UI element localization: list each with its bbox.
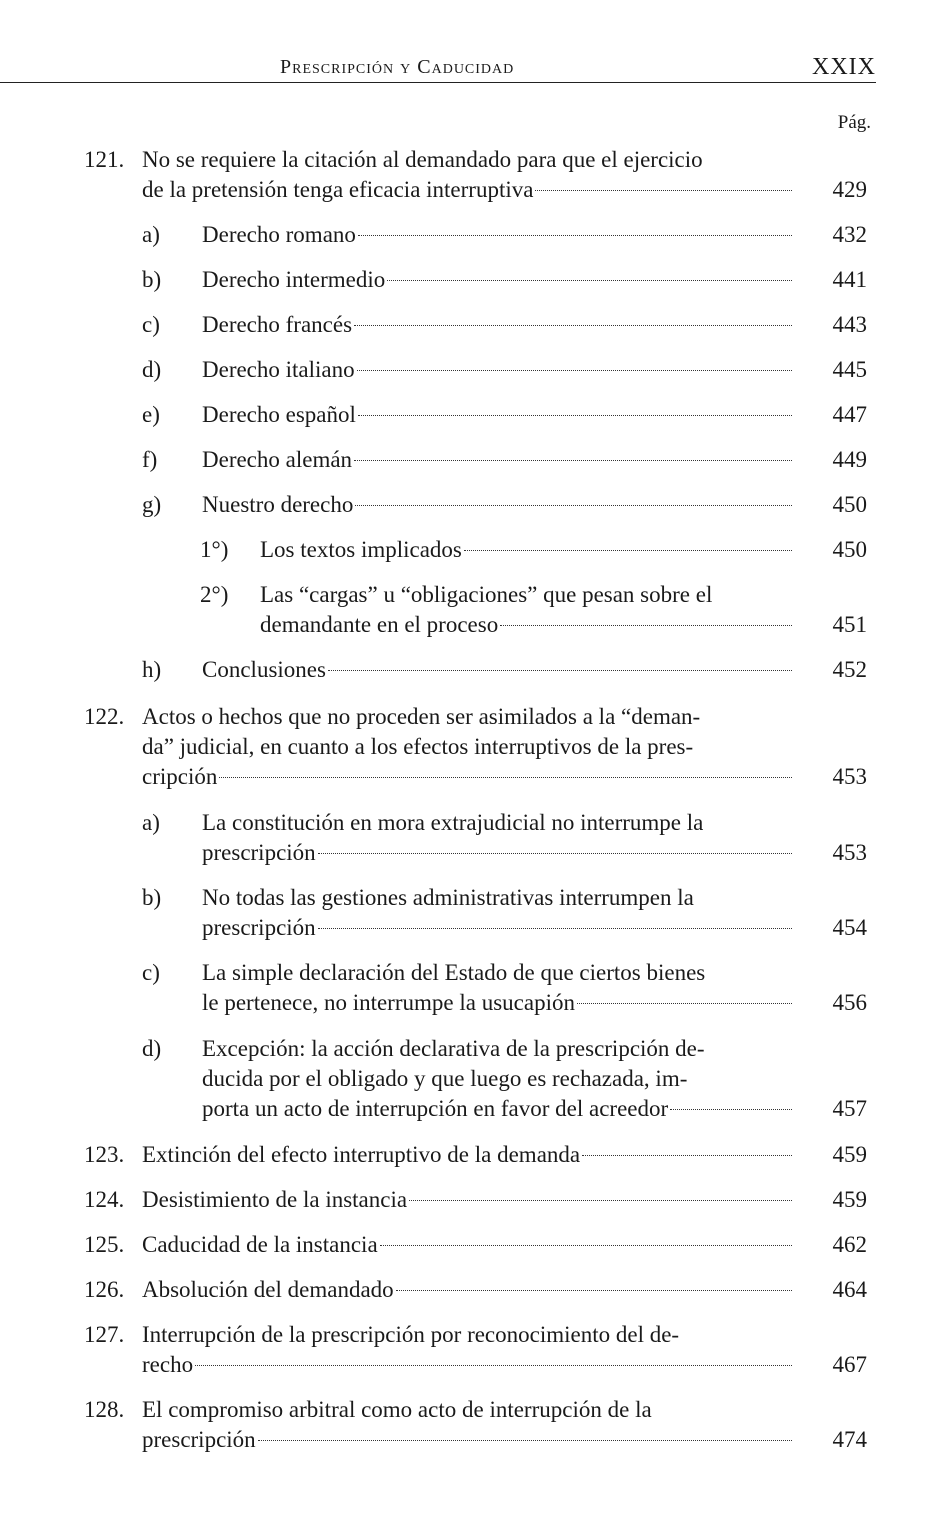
entry-page-number: 449	[832, 447, 867, 472]
dot-leader	[535, 190, 792, 191]
entry-title	[142, 702, 796, 792]
dot-leader	[582, 1155, 792, 1156]
entry-page-number: 453	[832, 764, 867, 789]
entry-title-line: Desistimiento de la instancia	[142, 1187, 408, 1212]
entry-title-line: La constitución en mora extrajudicial no interrumpe la	[202, 810, 704, 835]
entry-number: 125.	[84, 1232, 125, 1257]
entry-title	[202, 265, 796, 295]
entry-title	[202, 355, 796, 385]
entry-title-line: La simple declaración del Estado de que ciertos bienes	[202, 960, 706, 985]
entry-title-line: Derecho francés	[202, 312, 353, 337]
dot-leader	[670, 1109, 792, 1110]
entry-page-number: 432	[832, 222, 867, 247]
entry-title	[260, 535, 796, 565]
entry-page-number: 429	[832, 177, 867, 202]
entry-page-number: 445	[832, 357, 867, 382]
entry-title-line: Caducidad de la instancia	[142, 1232, 378, 1257]
entry-number: c)	[142, 312, 160, 337]
dot-leader	[500, 625, 792, 626]
dot-leader	[357, 370, 792, 371]
dot-leader	[354, 460, 792, 461]
entry-title-line: Extinción del efecto interruptivo de la demanda	[142, 1142, 581, 1167]
entry-title	[142, 1320, 796, 1380]
entry-title	[202, 1034, 796, 1124]
entry-title	[202, 655, 796, 685]
entry-title	[260, 580, 796, 640]
entry-number: c)	[142, 960, 160, 985]
entry-number: f)	[142, 447, 158, 472]
entry-title-line: Derecho romano	[202, 222, 356, 247]
entry-title	[142, 1230, 796, 1260]
entry-title-line: Los textos implicados	[260, 537, 462, 562]
dot-leader	[318, 853, 792, 854]
entry-number: d)	[142, 357, 162, 382]
entry-number: 126.	[84, 1277, 125, 1302]
dot-leader	[396, 1290, 792, 1291]
entry-page-number: 464	[832, 1277, 867, 1302]
entry-title-line: Actos o hechos que no proceden ser asimilados a la “deman-	[142, 704, 701, 729]
entry-number: 127.	[84, 1322, 125, 1347]
entry-page-number: 441	[832, 267, 867, 292]
entry-title-line: Absolución del demandado	[142, 1277, 394, 1302]
dot-leader	[195, 1365, 792, 1366]
entry-title-line: prescripción	[202, 915, 316, 940]
dot-leader	[464, 550, 792, 551]
entry-page-number: 452	[832, 657, 867, 682]
entry-page-number: 474	[832, 1427, 867, 1452]
entry-number: b)	[142, 267, 162, 292]
entry-title	[202, 400, 796, 430]
entry-title-line: Conclusiones	[202, 657, 326, 682]
entry-title	[142, 1185, 796, 1215]
entry-page-number: 453	[832, 840, 867, 865]
dot-leader	[355, 505, 792, 506]
entry-page-number: 447	[832, 402, 867, 427]
entry-title-line: Derecho italiano	[202, 357, 355, 382]
dot-leader	[318, 928, 792, 929]
dot-leader	[328, 670, 792, 671]
entry-title-line: Excepción: la acción declarativa de la prescripción de-	[202, 1036, 705, 1061]
dot-leader	[380, 1245, 792, 1246]
entry-page-number: 459	[832, 1187, 867, 1212]
entry-page-number: 450	[832, 492, 867, 517]
entry-number: d)	[142, 1036, 162, 1061]
page-column-label: Pág.	[837, 112, 871, 133]
entry-page-number: 454	[832, 915, 867, 940]
entry-title-line: Interrupción de la prescripción por reconocimiento del de-	[142, 1322, 680, 1347]
entry-title	[142, 1395, 796, 1455]
entry-title-line: Derecho alemán	[202, 447, 353, 472]
entry-title-line: recho	[142, 1352, 194, 1377]
entry-title-line: Nuestro derecho	[202, 492, 354, 517]
entry-title-line: Derecho español	[202, 402, 356, 427]
entry-number: 123.	[84, 1142, 125, 1167]
header-rule	[0, 82, 876, 83]
entry-number: 122.	[84, 704, 125, 729]
entry-title-line: El compromiso arbitral como acto de interrupción de la	[142, 1397, 652, 1422]
entry-title-line: de la pretensión tenga eficacia interruptiva	[142, 177, 534, 202]
entry-title-line: le pertenece, no interrumpe la usucapión	[202, 990, 575, 1015]
dot-leader	[358, 415, 792, 416]
entry-title-line: porta un acto de interrupción en favor del acreedor	[202, 1096, 669, 1121]
entry-title	[142, 1140, 796, 1170]
entry-page-number: 451	[832, 612, 867, 637]
entry-title-line: Derecho intermedio	[202, 267, 386, 292]
entry-number: a)	[142, 222, 160, 247]
entry-number: 1°)	[200, 537, 229, 562]
entry-title-line: Las “cargas” u “obligaciones” que pesan sobre el	[260, 582, 713, 607]
dot-leader	[577, 1003, 792, 1004]
entry-title	[202, 445, 796, 475]
page-number: XXIX	[812, 54, 876, 80]
entry-page-number: 456	[832, 990, 867, 1015]
entry-title	[202, 310, 796, 340]
entry-number: e)	[142, 402, 160, 427]
entry-number: a)	[142, 810, 160, 835]
entry-number: 128.	[84, 1397, 125, 1422]
dot-leader	[258, 1440, 792, 1441]
dot-leader	[219, 777, 792, 778]
entry-title	[142, 145, 796, 205]
entry-title-line: ducida por el obligado y que luego es rechazada, im-	[202, 1066, 688, 1091]
entry-number: 121.	[84, 147, 125, 172]
entry-page-number: 459	[832, 1142, 867, 1167]
entry-title	[142, 1275, 796, 1305]
entry-title-line: demandante en el proceso	[260, 612, 499, 637]
entry-number: 124.	[84, 1187, 125, 1212]
entry-title-line: da” judicial, en cuanto a los efectos interruptivos de la pres-	[142, 734, 694, 759]
entry-number: b)	[142, 885, 162, 910]
entry-number: 2°)	[200, 582, 229, 607]
entry-number: h)	[142, 657, 162, 682]
entry-title	[202, 808, 796, 868]
entry-page-number: 462	[832, 1232, 867, 1257]
entry-page-number: 450	[832, 537, 867, 562]
dot-leader	[354, 325, 792, 326]
entry-number: g)	[142, 492, 162, 517]
entry-title	[202, 958, 796, 1018]
entry-page-number: 457	[832, 1096, 867, 1121]
entry-title-line: No se requiere la citación al demandado para que el ejercicio	[142, 147, 703, 172]
entry-title	[202, 883, 796, 943]
entry-title-line: No todas las gestiones administrativas interrumpen la	[202, 885, 694, 910]
entry-page-number: 443	[832, 312, 867, 337]
running-head	[0, 52, 880, 88]
dot-leader	[387, 280, 792, 281]
dot-leader	[358, 235, 792, 236]
entry-title-line: prescripción	[142, 1427, 256, 1452]
entry-title	[202, 220, 796, 250]
entry-title	[202, 490, 796, 520]
entry-page-number: 467	[832, 1352, 867, 1377]
entry-title-line: prescripción	[202, 840, 316, 865]
entry-title-line: cripción	[142, 764, 218, 789]
running-title: Prescripción y Caducidad	[280, 56, 515, 78]
dot-leader	[409, 1200, 792, 1201]
